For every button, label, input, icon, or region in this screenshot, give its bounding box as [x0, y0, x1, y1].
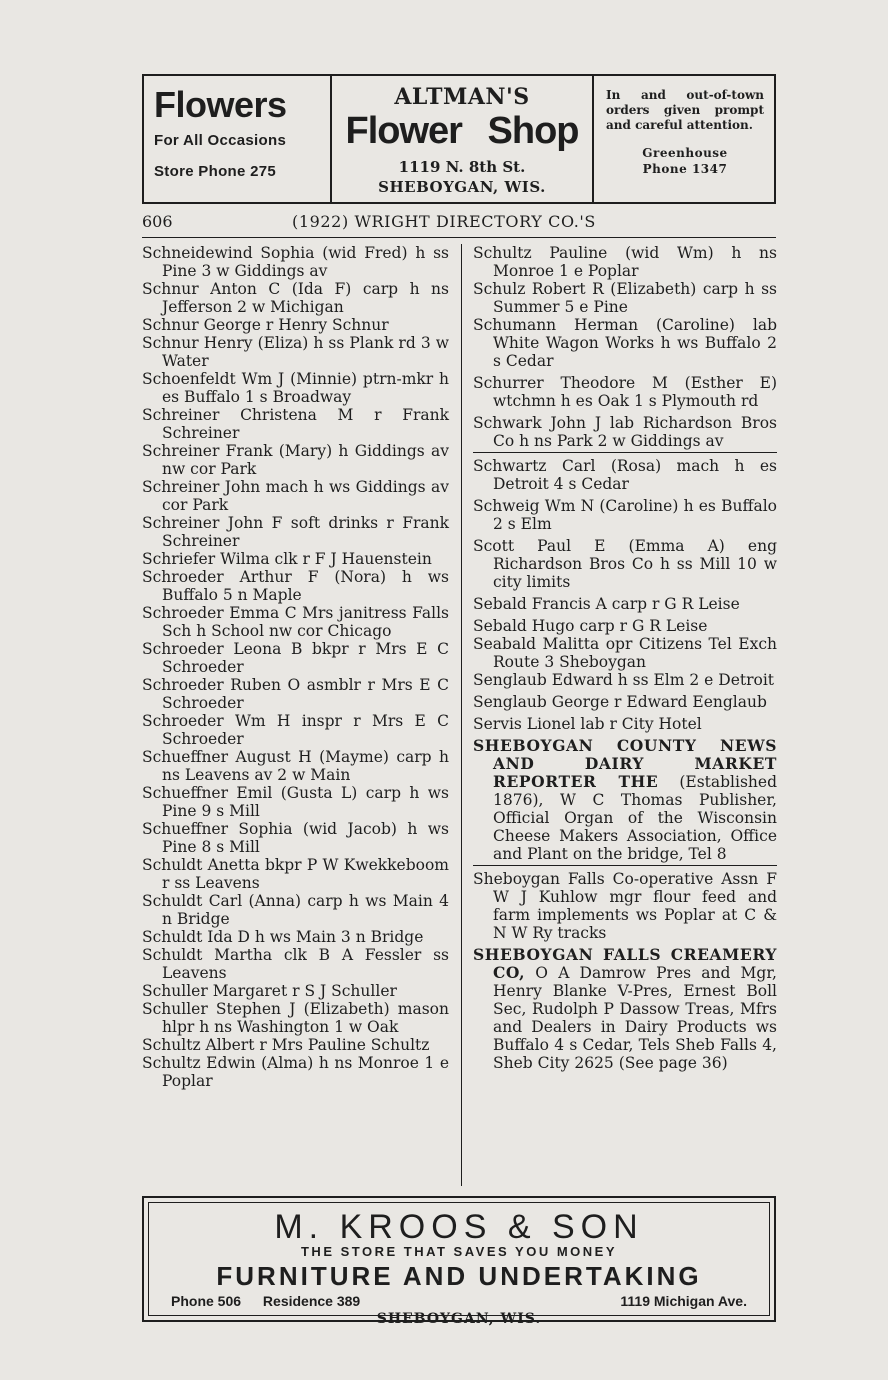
directory-entry: [473, 693, 777, 711]
directory-entry: Schueffner Emil (Gusta L) carp h ws Pine 9 s Mill: [142, 784, 449, 820]
entry-text: Sheboygan Falls Co-operative Assn F W J Kuhlow mgr flour feed and farm implements ws Poplar at C & N W Ry tracks: [473, 870, 777, 942]
directory-entry: Schuldt Ida D h ws Main 3 n Bridge: [142, 928, 424, 946]
directory-entry: Schnur Henry (Eliza) h ss Plank rd 3 w Water: [142, 334, 449, 370]
directory-entry: Schuldt Carl (Anna) carp h ws Main 4 n Bridge: [142, 892, 449, 928]
entry-business-name: SHEBOYGAN COUNTY NEWS AND DAIRY MARKET REPORTER THE: [473, 736, 777, 791]
directory-entry: Schroeder Leona B bkpr r Mrs E C Schroeder: [142, 640, 449, 676]
entry-text: Senglaub George r Edward Eenglaub: [473, 693, 767, 711]
ad-left-panel: [144, 76, 332, 202]
directory-entry: [473, 374, 777, 410]
directory-entry: Schroeder Arthur F (Nora) h ws Buffalo 5 n Maple: [142, 568, 449, 604]
ad-orders-note: In and out-of-town orders given prompt and careful attention.: [606, 88, 764, 132]
ad-occasions: For All Occasions: [154, 132, 287, 149]
entry-business-name: SHEBOYGAN FALLS CREAMERY CO,: [473, 945, 777, 982]
entry-text: Schwark John J lab Richardson Bros Co h ns Park 2 w Giddings av: [473, 414, 777, 450]
running-header: [142, 212, 776, 238]
directory-entry: [473, 537, 777, 591]
entry-text: Senglaub Edward h ss Elm 2 e Detroit: [473, 671, 775, 689]
directory-entry: Schnur George r Henry Schnur: [142, 316, 389, 334]
directory-entry: Schultz Edwin (Alma) h ns Monroe 1 e Poplar: [142, 1054, 449, 1090]
column-divider: [461, 244, 462, 1186]
directory-entry: Schroeder Emma C Mrs janitress Falls Sch h School nw cor Chicago: [142, 604, 449, 640]
altmans-flower-shop-ad: [142, 74, 776, 204]
entry-text: Schultz Pauline (wid Wm) h ns Monroe 1 e Poplar: [473, 244, 777, 280]
directory-entry: [473, 870, 777, 942]
directory-entry: [473, 414, 777, 453]
entry-text: Seabald Malitta opr Citizens Tel Exch Route 3 Sheboygan: [473, 635, 777, 671]
header-rule: [142, 237, 776, 238]
directory-entry: Schoenfeldt Wm J (Minnie) ptrn-mkr h es Buffalo 1 s Broadway: [142, 370, 449, 406]
directory-entry: Schuldt Martha clk B A Fessler ss Leavens: [142, 946, 449, 982]
entry-text: Schweig Wm N (Caroline) h es Buffalo 2 s Elm: [473, 497, 777, 533]
ad-kroos-contact-row: [149, 1293, 769, 1309]
entry-text: Sebald Francis A carp r G R Leise: [473, 595, 740, 613]
entry-text: O A Damrow Pres and Mgr, Henry Blanke V-Pres, Ernest Boll Sec, Rudolph P Dassow Treas, Mfrs and Dealers in Dairy Products ws Buffalo 4 s Cedar, Tels Sheb Falls 4, Sheb City 2625 (See page 36): [493, 964, 777, 1072]
entry-text: Schwartz Carl (Rosa) mach h es Detroit 4 s Cedar: [473, 457, 777, 493]
entry-text: Schulz Robert R (Elizabeth) carp h ss Summer 5 e Pine: [473, 280, 777, 316]
directory-entry: [473, 671, 777, 689]
directory-entry: [473, 457, 777, 493]
left-column: [142, 244, 449, 1090]
page-number: 606: [142, 212, 173, 231]
ad-right-panel: [594, 76, 774, 202]
ad-kroos-address: 1119 Michigan Ave.: [620, 1293, 747, 1309]
directory-entry: Schreiner John F soft drinks r Frank Schreiner: [142, 514, 449, 550]
directory-entry: [473, 595, 777, 613]
directory-entry: [473, 635, 777, 671]
directory-entry: Schnur Anton C (Ida F) carp h ns Jefferson 2 w Michigan: [142, 280, 449, 316]
ad-shop-name: Flower Shop: [345, 110, 579, 152]
page-title: (1922) WRIGHT DIRECTORY CO.'S: [292, 212, 596, 231]
directory-entry: Schultz Albert r Mrs Pauline Schultz: [142, 1036, 430, 1054]
directory-entry: [473, 316, 777, 370]
ad-greenhouse-phone: Phone 1347: [642, 162, 728, 176]
directory-entry: Schuller Stephen J (Elizabeth) mason hlpr h ns Washington 1 w Oak: [142, 1000, 449, 1036]
ad-inner-frame: [148, 1202, 770, 1327]
directory-entry: Schreiner John mach h ws Giddings av cor Park: [142, 478, 449, 514]
ad-kroos-slogan: THE STORE THAT SAVES YOU MONEY: [300, 1244, 617, 1259]
kroos-son-ad: [142, 1196, 776, 1327]
directory-entry: [473, 617, 777, 635]
ad-kroos-phone: Phone 506: [171, 1293, 242, 1309]
directory-entry: Schreiner Christena M r Frank Schreiner: [142, 406, 449, 442]
directory-entry: [473, 244, 777, 280]
directory-entry: [473, 280, 777, 316]
ad-shop-address: 1119 N. 8th St.: [398, 158, 526, 176]
directory-entry: Schueffner August H (Mayme) carp h ns Leavens av 2 w Main: [142, 748, 449, 784]
directory-entry: Schueffner Sophia (wid Jacob) h ws Pine 8 s Mill: [142, 820, 449, 856]
right-column: [473, 244, 777, 1076]
ad-flowers-heading: Flowers: [154, 84, 287, 125]
directory-entry: Schroeder Wm H inspr r Mrs E C Schroeder: [142, 712, 449, 748]
ad-kroos-residence: Residence 389: [262, 1293, 361, 1309]
entry-text: Sebald Hugo carp r G R Leise: [473, 617, 708, 635]
directory-entry: [473, 497, 777, 533]
directory-entry: [473, 946, 777, 1072]
directory-entry: [473, 715, 777, 733]
directory-entry: Schreiner Frank (Mary) h Giddings av nw cor Park: [142, 442, 449, 478]
directory-entry: [473, 737, 777, 866]
ad-middle-panel: [332, 76, 594, 202]
ad-kroos-business: FURNITURE AND UNDERTAKING: [216, 1261, 702, 1291]
entry-text: Schumann Herman (Caroline) lab White Wagon Works h ws Buffalo 2 s Cedar: [473, 316, 777, 370]
entry-text: Servis Lionel lab r City Hotel: [473, 715, 702, 733]
ad-kroos-name: M. KROOS & SON: [274, 1208, 644, 1246]
ad-greenhouse: [606, 145, 764, 177]
entry-text: Scott Paul E (Emma A) eng Richardson Bros Co h ss Mill 10 w city limits: [473, 537, 777, 591]
ad-shop-city: SHEBOYGAN, WIS.: [378, 178, 546, 196]
entry-text: Schurrer Theodore M (Esther E) wtchmn h es Oak 1 s Plymouth rd: [473, 374, 777, 410]
directory-entry: Schneidewind Sophia (wid Fred) h ss Pine 3 w Giddings av: [142, 244, 449, 280]
directory-entry: Schuller Margaret r S J Schuller: [142, 982, 397, 1000]
ad-shop-owner: ALTMAN'S: [394, 84, 530, 110]
directory-entry: Schroeder Ruben O asmblr r Mrs E C Schroeder: [142, 676, 449, 712]
directory-entry: Schriefer Wilma clk r F J Hauenstein: [142, 550, 432, 568]
entry-text: (Established 1876), W C Thomas Publisher, Official Organ of the Wisconsin Cheese Makers Association, Office and Plant on the bridge, Tel 8: [493, 773, 777, 863]
ad-store-phone: Store Phone 275: [154, 163, 277, 180]
ad-greenhouse-label: Greenhouse: [642, 146, 728, 160]
directory-entry: Schuldt Anetta bkpr P W Kwekkeboom r ss Leavens: [142, 856, 449, 892]
ad-kroos-city: SHEBOYGAN, WIS.: [376, 1311, 542, 1327]
